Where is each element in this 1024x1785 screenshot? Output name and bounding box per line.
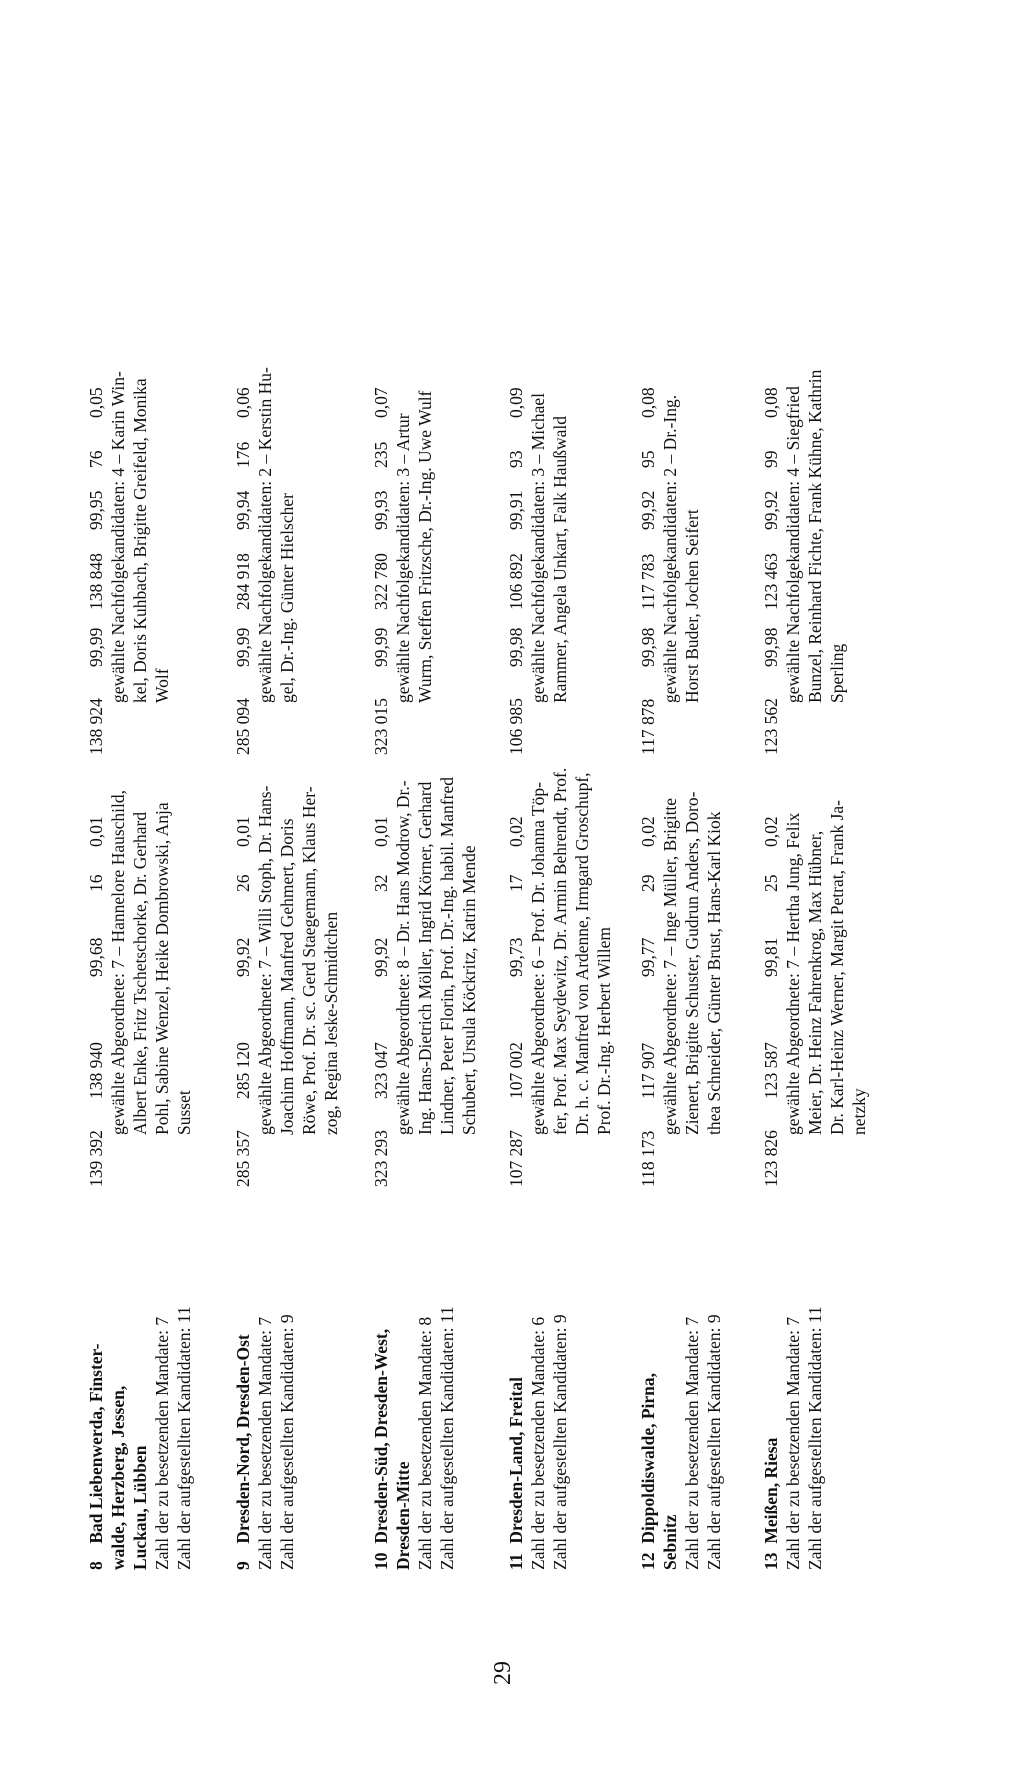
successor-candidates-column <box>760 370 848 755</box>
elected-deputies-column <box>85 789 195 1187</box>
statistic-value: 323 015 <box>371 698 391 755</box>
district-block <box>505 0 625 1785</box>
statistic-value: 235 <box>371 441 391 468</box>
successors-text-line: gel, Dr.-Ing. Günter Hielscher <box>277 493 297 703</box>
district-title-text: Dresden-Land, Freital <box>506 1377 526 1544</box>
vote-statistics-row <box>370 817 392 1187</box>
statistic-value: 0,07 <box>371 387 391 418</box>
deputies-text-line: Pohl, Sabine Wenzel, Heike Dombrowski, Anja <box>152 802 172 1135</box>
deputies-text-line: netzky <box>849 1088 869 1135</box>
statistic-value: 322 780 <box>371 553 391 610</box>
district-title-text: Dresden-Süd, Dresden-West, <box>371 1328 391 1544</box>
district-title-text: Bad Liebenwerda, Finster- <box>86 1343 106 1544</box>
district-number: 9 <box>233 1561 253 1570</box>
statistic-value: 95 <box>638 450 658 468</box>
deputies-text-line: Zienert, Brigitte Schuster, Gudrun Anders, Doro- <box>682 791 702 1135</box>
statistic-value: 99,77 <box>638 937 658 977</box>
district-number: 11 <box>506 1553 526 1570</box>
district-block <box>85 0 205 1785</box>
district-title-line <box>232 1210 254 1570</box>
successors-text-line: kel, Doris Kuhbach, Brigitte Greifeld, Monika <box>130 378 150 703</box>
successor-candidates-column <box>637 370 703 755</box>
statistic-value: 99,92 <box>761 490 781 530</box>
statistic-value: 99,99 <box>371 627 391 667</box>
district-number: 12 <box>638 1552 658 1570</box>
deputies-text-line: Prof. Dr.-Ing. Herbert Willem <box>594 927 614 1135</box>
district-block <box>637 0 757 1785</box>
district-number: 10 <box>371 1552 391 1570</box>
vote-statistics-row <box>232 370 254 755</box>
district-title-text: Dippoldiswalde, Pirna, <box>638 1372 658 1544</box>
district-title-line <box>85 1210 107 1570</box>
statistic-value: 99,95 <box>86 490 106 530</box>
deputies-text-line: thea Schneider, Günter Brust, Hans-Karl Kiok <box>704 811 724 1135</box>
statistic-value: 106 985 <box>506 698 526 755</box>
statistic-value: 123 562 <box>761 698 781 755</box>
successors-text-line: gewählte Nachfolgekandidaten: 3 – Michael <box>528 392 548 703</box>
statistic-value: 284 918 <box>233 553 253 610</box>
district-block <box>760 0 880 1785</box>
successors-text-line: gewählte Nachfolgekandidaten: 4 – Karin Win- <box>108 371 128 703</box>
vote-statistics-row <box>232 817 254 1187</box>
statistic-value: 0,01 <box>233 816 253 847</box>
candidates-count-line: Zahl der aufgestellten Kandidaten: 11 <box>437 1306 457 1570</box>
successor-candidates-column <box>505 370 571 755</box>
candidates-count-line: Zahl der aufgestellten Kandidaten: 9 <box>550 1314 570 1570</box>
statistic-value: 99,98 <box>638 627 658 667</box>
statistic-value: 99,99 <box>86 627 106 667</box>
statistic-value: 117 783 <box>638 553 658 610</box>
successors-text-line: gewählte Nachfolgekandidaten: 4 – Siegfried <box>783 386 803 703</box>
district-heading <box>85 1210 195 1570</box>
successors-text-line: Horst Buder, Jochen Seifert <box>682 509 702 703</box>
statistic-value: 16 <box>86 874 106 892</box>
statistic-value: 32 <box>371 874 391 892</box>
successor-candidates-column <box>232 367 298 755</box>
candidates-count-line: Zahl der aufgestellten Kandidaten: 9 <box>277 1314 297 1570</box>
district-number: 13 <box>761 1552 781 1570</box>
statistic-value: 99,73 <box>506 937 526 977</box>
statistic-value: 0,01 <box>371 816 391 847</box>
deputies-text-line: Lindner, Peter Florin, Prof. Dr.-Ing. habil. Manfred <box>437 777 457 1135</box>
district-heading <box>760 1210 826 1570</box>
successors-text-line: gewählte Nachfolgekandidaten: 2 – Dr.-Ing. <box>660 394 680 703</box>
statistic-value: 123 587 <box>761 1042 781 1099</box>
statistic-value: 99,93 <box>371 490 391 530</box>
vote-statistics-row <box>370 370 392 755</box>
district-title-text: Meißen, Riesa <box>761 1437 781 1544</box>
deputies-text-line: Joachim Hoffmann, Manfred Gehmert, Doris <box>277 818 297 1135</box>
statistic-value: 139 392 <box>86 1130 106 1187</box>
elected-deputies-column <box>505 767 615 1187</box>
statistic-value: 117 878 <box>638 698 658 755</box>
successor-candidates-column <box>85 370 173 755</box>
deputies-text-line: gewählte Abgeordnete: 7 – Willi Stoph, Dr. Hans- <box>255 785 275 1135</box>
statistic-value: 138 940 <box>86 1042 106 1099</box>
deputies-text-line: Dr. Karl-Heinz Werner, Margit Petrat, Frank Ja- <box>827 800 847 1135</box>
candidates-count-line: Zahl der aufgestellten Kandidaten: 9 <box>704 1314 724 1570</box>
statistic-value: 99,99 <box>233 627 253 667</box>
statistic-value: 17 <box>506 874 526 892</box>
statistic-value: 323 293 <box>371 1130 391 1187</box>
statistic-value: 99,98 <box>761 627 781 667</box>
statistic-value: 99,98 <box>506 627 526 667</box>
deputies-text-line: gewählte Abgeordnete: 7 – Hertha Jung, Felix <box>783 812 803 1135</box>
vote-statistics-row <box>505 817 527 1187</box>
statistic-value: 138 924 <box>86 698 106 755</box>
seats-count-line: Zahl der zu besetzenden Mandate: 6 <box>528 1316 548 1570</box>
candidates-count-line: Zahl der aufgestellten Kandidaten: 11 <box>174 1306 194 1570</box>
statistic-value: 323 047 <box>371 1042 391 1099</box>
district-heading <box>637 1210 725 1570</box>
deputies-text-line: gewählte Abgeordnete: 7 – Inge Müller, Brigitte <box>660 797 680 1135</box>
statistic-value: 0,02 <box>761 816 781 847</box>
successors-text-line: Wurm, Steffen Fritzsche, Dr.-Ing. Uwe Wulf <box>415 390 435 703</box>
statistic-value: 107 287 <box>506 1130 526 1187</box>
seats-count-line: Zahl der zu besetzenden Mandate: 7 <box>255 1316 275 1570</box>
district-block <box>232 0 352 1785</box>
statistic-value: 0,08 <box>761 387 781 418</box>
vote-statistics-row <box>637 370 659 755</box>
statistic-value: 106 892 <box>506 553 526 610</box>
statistic-value: 99,92 <box>371 937 391 977</box>
statistic-value: 99 <box>761 450 781 468</box>
deputies-text-line: gewählte Abgeordnete: 6 – Prof. Dr. Johanna Töp- <box>528 782 548 1135</box>
statistic-value: 0,09 <box>506 387 526 418</box>
seats-count-line: Zahl der zu besetzenden Mandate: 7 <box>682 1316 702 1570</box>
elected-deputies-column <box>637 791 725 1187</box>
elected-deputies-column <box>760 800 870 1187</box>
vote-statistics-row <box>505 370 527 755</box>
statistic-value: 285 094 <box>233 698 253 755</box>
district-title-line: walde, Herzberg, Jessen, <box>108 1385 128 1570</box>
seats-count-line: Zahl der zu besetzenden Mandate: 7 <box>783 1316 803 1570</box>
deputies-text-line: Meier, Dr. Heinz Fahrenkrog, Max Hübner, <box>805 830 825 1135</box>
district-title-line <box>505 1210 527 1570</box>
page-number: 29 <box>490 1661 516 1685</box>
deputies-text-line: gewählte Abgeordnete: 8 – Dr. Hans Modrow, Dr.- <box>393 780 413 1135</box>
statistic-value: 99,94 <box>233 490 253 530</box>
district-title-line <box>760 1210 782 1570</box>
vote-statistics-row <box>637 817 659 1187</box>
statistic-value: 25 <box>761 874 781 892</box>
successor-candidates-column <box>370 370 436 755</box>
district-title-line: Luckau, Lübben <box>130 1445 150 1570</box>
statistic-value: 285 357 <box>233 1130 253 1187</box>
statistic-value: 99,92 <box>638 490 658 530</box>
deputies-text-line: Susset <box>174 1090 194 1135</box>
deputies-text-line: gewählte Abgeordnete: 7 – Hannelore Hauschild, <box>108 789 128 1135</box>
deputies-text-line: Röwe, Prof. Dr. sc. Gerd Staegemann, Klaus Her- <box>299 786 319 1135</box>
statistic-value: 0,02 <box>506 816 526 847</box>
successors-text-line: gewählte Nachfolgekandidaten: 2 – Kerstin Hu- <box>255 367 275 703</box>
deputies-text-line: Dr. h. c. Manfred von Ardenne, Irmgard Groschupf, <box>572 772 592 1135</box>
vote-statistics-row <box>760 370 782 755</box>
statistic-value: 99,81 <box>761 937 781 977</box>
statistic-value: 123 463 <box>761 553 781 610</box>
statistic-value: 138 848 <box>86 553 106 610</box>
deputies-text-line: Ing. Hans-Dietrich Möller, Ingrid Körner, Gerhard <box>415 781 435 1135</box>
statistic-value: 123 826 <box>761 1130 781 1187</box>
statistic-value: 26 <box>233 874 253 892</box>
statistic-value: 176 <box>233 441 253 468</box>
deputies-text-line: fer, Prof. Max Seydewitz, Dr. Armin Behrendt, Prof. <box>550 767 570 1135</box>
seats-count-line: Zahl der zu besetzenden Mandate: 7 <box>152 1316 172 1570</box>
statistic-value: 285 120 <box>233 1042 253 1099</box>
deputies-text-line: Schubert, Ursula Köckritz, Katrin Mende <box>459 845 479 1135</box>
statistic-value: 117 907 <box>638 1042 658 1099</box>
district-title-line: Dresden-Mitte <box>393 1461 413 1570</box>
successors-text-line: gewählte Nachfolgekandidaten: 3 – Artur <box>393 413 413 703</box>
district-heading <box>232 1210 298 1570</box>
deputies-text-line: zog, Regina Jeske-Schmidtchen <box>321 911 341 1135</box>
statistic-value: 107 002 <box>506 1042 526 1099</box>
successors-text-line: Bunzel, Reinhard Fichte, Frank Kühne, Kathrin <box>805 369 825 703</box>
statistic-value: 0,06 <box>233 387 253 418</box>
successors-text-line: Rammer, Angela Unkart, Falk Haußwald <box>550 415 570 703</box>
statistic-value: 0,08 <box>638 387 658 418</box>
seats-count-line: Zahl der zu besetzenden Mandate: 8 <box>415 1316 435 1570</box>
statistic-value: 93 <box>506 450 526 468</box>
statistic-value: 0,01 <box>86 816 106 847</box>
successors-text-line: Sperling <box>827 643 847 703</box>
statistic-value: 118 173 <box>638 1130 658 1187</box>
successors-text-line: Wolf <box>152 668 172 703</box>
vote-statistics-row <box>85 370 107 755</box>
statistic-value: 76 <box>86 450 106 468</box>
statistic-value: 99,68 <box>86 937 106 977</box>
statistic-value: 29 <box>638 874 658 892</box>
district-title-line: Sebnitz <box>660 1514 680 1570</box>
district-number: 8 <box>86 1561 106 1570</box>
district-heading <box>505 1210 571 1570</box>
district-title-text: Dresden-Nord, Dresden-Ost <box>233 1334 253 1544</box>
statistic-value: 0,05 <box>86 387 106 418</box>
vote-statistics-row <box>85 817 107 1187</box>
district-heading <box>370 1210 458 1570</box>
vote-statistics-row <box>760 817 782 1187</box>
district-title-line <box>637 1210 659 1570</box>
elected-deputies-column <box>232 785 342 1187</box>
deputies-text-line: Albert Enke, Fritz Tschetschorke, Dr. Gerhard <box>130 811 150 1135</box>
district-title-line <box>370 1210 392 1570</box>
statistic-value: 0,02 <box>638 816 658 847</box>
elected-deputies-column <box>370 777 480 1187</box>
candidates-count-line: Zahl der aufgestellten Kandidaten: 11 <box>805 1306 825 1570</box>
statistic-value: 99,91 <box>506 490 526 530</box>
district-block <box>370 0 490 1785</box>
statistic-value: 99,92 <box>233 937 253 977</box>
